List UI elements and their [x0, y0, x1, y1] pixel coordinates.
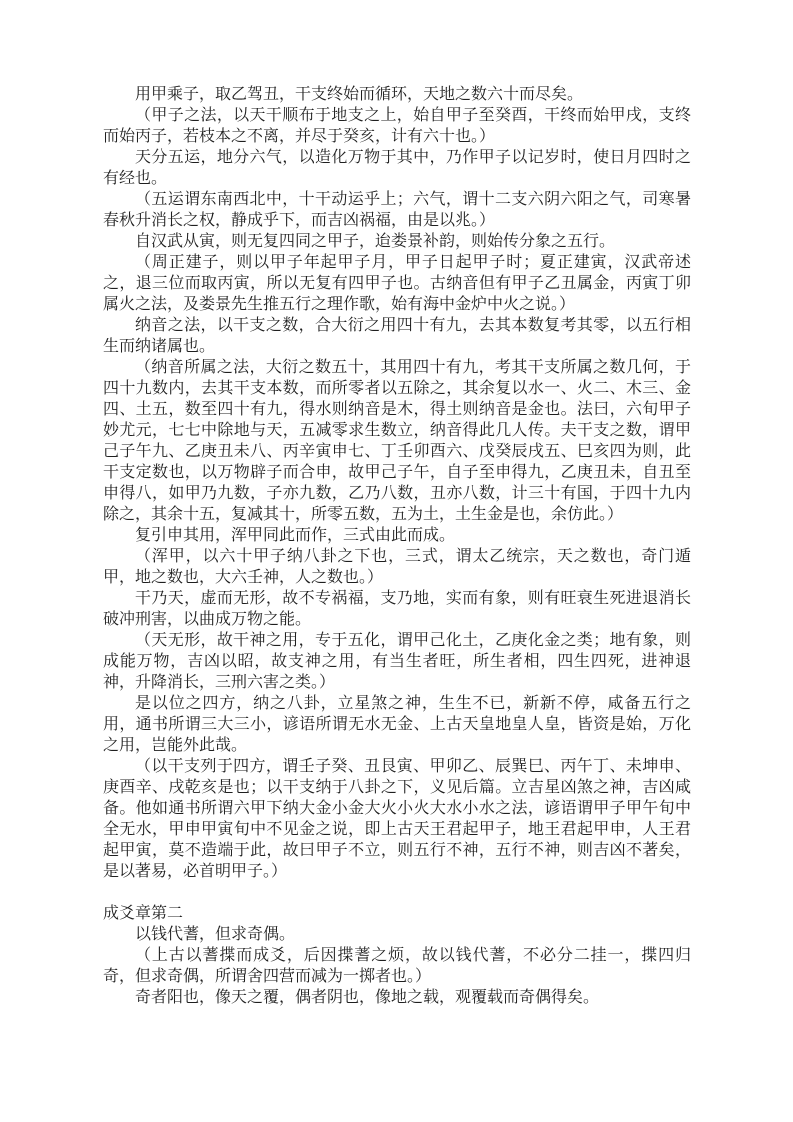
paragraph: 以钱代蓍，但求奇偶。: [135, 926, 296, 943]
blank-line: [103, 882, 691, 903]
paragraph: 复引申其用，浑甲同此而作，三式由此而成。: [135, 527, 456, 544]
paragraph: （周正建子，则以甲子年起甲子月，甲子日起甲子时；夏正建寅，汉武帝述之，退三位而取丙寅，所以无复有四甲子也。古纳音但有甲子乙丑属金，丙寅丁卯属火之法，及娄景先生推五行之理作歌，始有海中金炉中火之说。）: [103, 254, 691, 313]
chapter-heading: 成爻章第二: [103, 905, 184, 922]
paragraph: 自汉武从寅，则无复四同之甲子，迨娄景补韵，则始传分象之五行。: [135, 233, 616, 250]
paragraph: 干乃天，虚而无形，故不专祸福，支乃地，实而有象，则有旺衰生死进退消长破冲刑害，以曲成万物之能。: [103, 590, 691, 628]
paragraph: （纳音所属之法，大衍之数五十，其用四十有九，考其干支所属之数几何，于四十九数内，去其干支本数，而所零者以五除之，其余复以水一、火二、木三、金四、土五，数至四十有九，得水则纳音是木，得土则纳音是金也。法曰，六旬甲子妙尤元，七七中除地与天，五减零求生数立，纳音得此几人传。夫干支之数，谓甲己子午九、乙庚丑未八、丙辛寅申七、丁壬卯酉六、戊癸辰戌五、巳亥四为则，此干支定数也，以万物辟子而合申，故甲己子午，自子至申得九，乙庚丑未，自丑至申得八，如甲乃九数，子亦九数，乙乃八数，丑亦八数，计三十有国，于四十九内除之，其余十五，复减其十，所零五数，五为土，土生金是也，余仿此。）: [103, 359, 691, 523]
document-text-content: [103, 84, 691, 1008]
paragraph: （天无形，故干神之用，专于五化，谓甲己化土，乙庚化金之类；地有象，则成能万物，吉凶以昭，故支神之用，有当生者旺，所生者相，四生四死，进神退神，升降消长，三刑六害之类。）: [103, 632, 691, 691]
paragraph: （甲子之法，以天干顺布于地支之上，始自甲子至癸酉，干终而始甲戌，支终而始丙子，若枝本之不离，并尽于癸亥，计有六十也。）: [103, 107, 691, 145]
paragraph: （上古以蓍揲而成爻，后因揲蓍之烦，故以钱代蓍，不必分二挂一，揲四归奇，但求奇偶，所谓舍四营而减为一掷者也。）: [103, 947, 691, 985]
paragraph: 纳音之法，以干支之数，合大衍之用四十有九，去其本数复考其零，以五行相生而纳诸属也。: [103, 317, 691, 355]
paragraph: （五运谓东南西北中，十干动运乎上；六气，谓十二支六阴六阳之气，司寒暑春秋升消长之权，静成乎下，而吉凶祸福，由是以兆。）: [103, 191, 691, 229]
paragraph: 奇者阳也，像天之覆，偶者阴也，像地之载，观覆载而奇偶得矣。: [135, 989, 600, 1006]
paragraph: （以干支列于四方，谓壬子癸、丑艮寅、甲卯乙、辰巽巳、丙午丁、未坤申、庚酉辛、戌乾亥是也；以干支纳于八卦之下，义见后篇。立吉星凶煞之神，吉凶咸备。他如通书所谓六甲下纳大金小金大火小火大水小水之法，谚语谓甲子甲午旬中全无水，甲申甲寅旬中不见金之说，即上古天王君起甲子，地王君起甲申，人王君起甲寅，莫不造端于此，故曰甲子不立，则五行不神，五行不神，则吉凶不著矣，是以著易，必首明甲子。）: [103, 758, 691, 880]
paragraph: （浑甲，以六十甲子纳八卦之下也，三式，谓太乙统宗，天之数也，奇门遁甲，地之数也，大六壬神，人之数也。）: [103, 548, 691, 586]
paragraph: 天分五运，地分六气，以造化万物于其中，乃作甲子以记岁时，使日月四时之有经也。: [103, 149, 691, 187]
paragraph: 是以位之四方，纳之八卦，立星煞之神，生生不已，新新不停，咸备五行之用，通书所谓三大三小，谚语所谓无水无金、上古天皇地皇人皇，皆资是始，万化之用，岂能外此哉。: [103, 695, 691, 754]
paragraph: 用甲乘子，取乙驾丑，干支终始而循环，天地之数六十而尽矣。: [135, 86, 584, 103]
